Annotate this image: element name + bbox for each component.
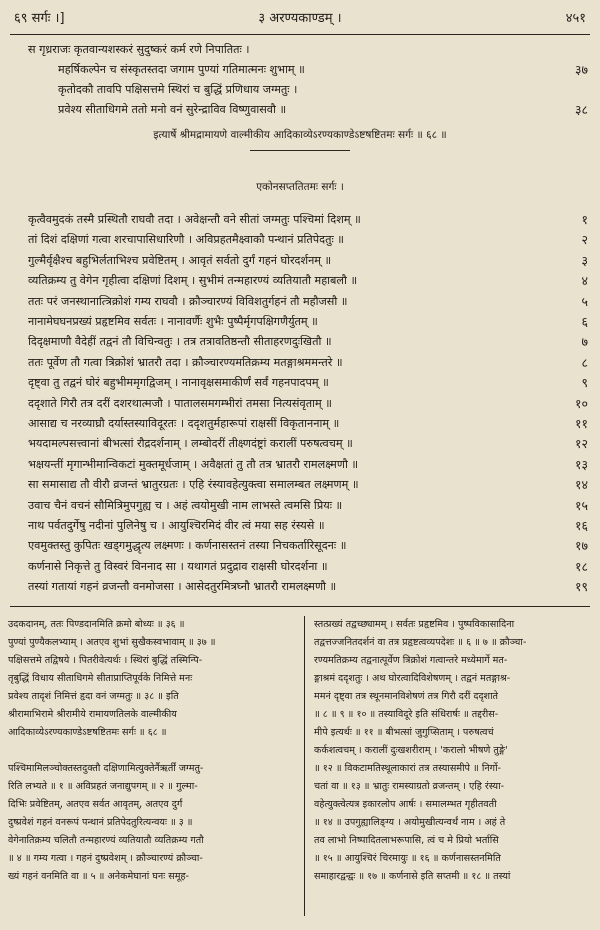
commentary-column-left	[8, 616, 284, 886]
verse-number: ६	[581, 314, 588, 329]
sarga-title: एकोनसप्ततितमः सर्गः ।	[256, 181, 344, 193]
commentary-line: तृबुद्धिं विधाय सीताधिगमे सीताप्राप्तिपूर्वके निमित्ते मनः	[8, 673, 193, 684]
verse-line: तस्यां गतायां गहनं व्रजन्तौ वनमोजसा । आसेदतुरमित्रघ्नौ भ्रातरौ रामलक्ष्मणौ ॥	[28, 580, 337, 594]
commentary-line: तद्वत्तज्जनितदर्शनं वा तत्र प्रहृष्टत्वव्यपदेशः ॥ ६ ॥ ७ ॥ क्रौञ्चा-	[314, 637, 527, 648]
page-number: ४५१	[565, 11, 586, 26]
commentary-line: दुष्प्रवेशं गहनं वनरूपं पन्थानं प्रतिपेदतुरित्यन्वयः ॥ ३ ॥	[8, 817, 193, 828]
verse-line: ततः पूर्वेण तौ गत्वा त्रिक्रोशं भ्रातरौ तदा । क्रौञ्चारण्यमतिक्रम्य मतङ्गाश्रममन्तरे ॥	[28, 355, 343, 369]
commentary-line: रण्यमतिक्रम्य तद्वनात्पूर्वेण त्रिक्रोशं गत्वान्तरे मध्येमार्गे मत-	[314, 655, 508, 666]
verse-line: कृत्वैवमुदकं तस्मै प्रस्थितौ राघवौ तदा । अवेक्षन्तौ वने सीतां जग्मतुः पश्चिमां दिशम् ॥	[28, 213, 361, 226]
verse-line: गुल्मैर्वृक्षैश्च बहुभिर्लताभिश्च प्रवेष्टितम् । आवृतं सर्वतो दुर्गं गहनं घोरदर्शनम् ॥	[28, 253, 332, 267]
verse-number: ३७	[574, 62, 588, 77]
commentary-line: आदिकाव्येऽरण्यकाण्डेऽष्टषष्टितमः सर्गः ॥ ६८ ॥	[8, 727, 167, 738]
colophon-rule	[250, 150, 350, 151]
verse-number: १४	[574, 477, 588, 493]
verse-number: १२	[574, 436, 588, 452]
commentary-line: रिति लभ्यते ॥ १ ॥ अविप्रहतं जनाद्युपगम् ॥ २ ॥ गुल्मा-	[8, 781, 198, 792]
commentary-column-right	[314, 616, 590, 886]
verse-line: व्यतिक्रम्य तु वेगेन गृहीत्वा दक्षिणां दिशम् । सुभीमं तन्महारण्यं व्यतियातौ महाबलौ ॥	[28, 274, 358, 288]
verse-line: भक्षयन्तीं मृगान्भीमान्विकटां मुक्तमूर्धजाम् । अवैक्षतां तु तौ तत्र भ्रातरौ रामलक्ष्मणौ ॥	[28, 457, 359, 471]
verse-line: महर्षिकल्पेन च संस्कृतस्तदा जगाम पुण्यां गतिमात्मनः शुभाम् ॥	[58, 63, 305, 76]
commentary-line: ॥ ४ ॥ गम्य गत्वा । गहनं दुष्प्रवेशम् । क्रौञ्चारण्यं क्रौञ्चा-	[8, 853, 203, 864]
commentary-line: मीपे इत्यर्थः ॥ ११ ॥ बीभत्सां जुगुप्सिताम् । परुषत्वचं	[314, 727, 494, 738]
commentary-line: प्रवेश्य तादृशं निमित्तं हृदा वनं जग्मतुः ॥ ३८ ॥ इति	[8, 691, 179, 702]
commentary-rule	[10, 606, 590, 607]
verse-line: भयदामल्पसत्त्वानां बीभत्सां रौद्रदर्शनाम् । लम्बोदरीं तीक्ष्णदंष्ट्रां करालीं परुषत्वचम् ॥	[28, 437, 353, 451]
commentary-line: चतां वा ॥ १३ ॥ भ्रातुः रामस्याग्रतो व्रजन्तम् । एहि रंस्या-	[314, 781, 505, 792]
verse-line: दृष्ट्वा तु तद्वनं घोरं बहुभीममृगद्विजम् । नानावृक्षसमाकीर्णं सर्वं गहनपादपम् ॥	[28, 376, 329, 390]
header-book-title: ३ अरण्यकाण्डम् ।	[258, 11, 342, 26]
verse-number: ९	[581, 375, 588, 391]
commentary-line: वहेत्युक्त्वेत्यत्र इकारलोप आर्षः । समालम्भत गृहीतवती	[314, 799, 497, 810]
verse-number: ८	[581, 354, 588, 370]
header-chapter-ref: ६९ सर्गः ।]	[14, 11, 65, 26]
verse-line: तां दिशं दक्षिणां गत्वा शरचापासिधारिणौ । अविप्रहतमैक्ष्वाकौ पन्थानं प्रतिपेदतुः ॥	[28, 233, 345, 247]
verse-number: १५	[574, 497, 588, 513]
verse-line: ददृशाते गिरौ तत्र दरीं दशरथात्मजौ । पातालसमगम्भीरां तमसा नित्यसंवृताम् ॥	[28, 396, 332, 410]
verse-line: ततः परं जनस्थानात्त्रिक्रोशं गम्य राघवौ । क्रौञ्चारण्यं विविशतुर्गहनं तौ महौजसौ ॥	[28, 294, 348, 308]
running-header	[14, 8, 586, 30]
verse-number: १६	[574, 518, 588, 533]
commentary-line: समाहारद्वन्द्वः ॥ १७ ॥ कर्णनासे इति सप्तमी ॥ १८ ॥ तस्यां	[314, 871, 511, 882]
header-rule	[10, 34, 590, 35]
commentary-line: ॥ १२ ॥ विकटामतिस्थूलाकारां तत्र तस्यासमीपे ॥ निर्गो-	[314, 763, 502, 774]
verse-line: आसाद्य च नरव्याघ्रौ दर्यास्तस्याविदूरतः । ददृशतुर्महारूपां राक्षसीं विकृताननाम् ॥	[28, 417, 340, 430]
commentary-line: कर्कशत्वचम् । करालीं दुःखशरीराम् । 'करालो भीषणे तुङ्गे'	[314, 745, 508, 756]
verse-number: ७	[581, 334, 588, 350]
verse-number: १९	[574, 579, 588, 595]
commentary-line: तव लाभो निष्पादितलाभरूपासि, त्वं च मे प्रियो भर्तासि	[314, 835, 499, 846]
sarga-colophon: इत्यार्षे श्रीमद्रामायणे वाल्मीकीय आदिकाव्येऽरण्यकाण्डेऽष्टषष्टितमः सर्गः ॥ ६८ ॥	[153, 129, 447, 141]
verse-number: ३८	[574, 102, 588, 117]
verse-line: सा समासाद्य तौ वीरौ व्रजन्तं भ्रातुरग्रतः । एहि रंस्यावहेत्युक्त्वा समालम्बत लक्ष्मणम् ॥	[28, 478, 359, 492]
verse-line: कृतोदकौ तावपि पक्षिसत्तमे स्थिरां च बुद्धिं प्रणिधाय जग्मतुः ।	[58, 83, 298, 96]
verse-number: ४	[581, 273, 588, 289]
verse-line: स गृध्रराजः कृतवान्यशस्करं सुदुष्करं कर्म रणे निपातितः ।	[28, 43, 250, 56]
commentary-line: पश्चिमामिलञ्चोक्तस्तदुक्तौ दक्षिणामित्युक्तेर्नैऋर्तीं जग्मतु-	[8, 763, 204, 774]
commentary-line: स्तत्प्रख्यं तद्वच्छ्यामम् । सर्वतः प्रहृष्टमिव । पुष्पविकासादिना	[314, 619, 515, 630]
verse-number: १८	[574, 558, 588, 574]
verse-line: नाथ पर्वतदुर्गेषु नदीनां पुलिनेषु च । आयुश्चिरमिदं वीर त्वं मया सह रंस्यसे ॥	[28, 519, 325, 532]
verse-number: १७	[574, 538, 588, 554]
verse-line: उवाच चैनं वचनं सौमित्रिमुपगुह्य च । अहं त्वयोमुखी नाम लाभस्ते त्वमसि प्रियः ॥	[28, 498, 343, 512]
commentary-line: उदकदानम्, ततः पिण्डदानमिति क्रमो बोध्यः ॥ ३६ ॥	[8, 619, 185, 630]
commentary-line: ममनं दृष्ट्वा तत्र स्थूनमानविशेषणं तत्र गिरौ दरीं ददृशाते	[314, 691, 499, 702]
commentary-line: वेगेनातिक्रम्य चलितौ तन्महारण्यं व्यतियातौ व्यतिक्रम्य गतौ	[8, 835, 204, 846]
commentary-line: ख्यं गहनं वनमिति वा ॥ ५ ॥ अनेकमेघानां घनः समूह-	[8, 871, 190, 882]
commentary-line: ॥ १४ ॥ उपगुह्यालिङ्ग्य । अयोमुखीत्यन्वर्थं नाम । अहं ते	[314, 817, 506, 828]
commentary-line: दिभिः प्रवेष्टितम्, अतएव सर्वत आवृतम्, अतएव दुर्गं	[8, 799, 183, 810]
commentary-line: ॥ १५ ॥ आयुश्चिरं चिरमायुः ॥ १६ ॥ कर्णनासस्तनमिति	[314, 853, 501, 864]
verse-number: १३	[574, 456, 588, 472]
commentary-line: ङ्गाश्रमं ददृशतुः । अथ घोरत्वादिविशेषणम् । तद्वनं मतङ्गाश्र-	[314, 673, 511, 684]
verse-number: ३	[581, 252, 588, 268]
commentary-line	[8, 742, 284, 760]
verse-number: २	[581, 232, 588, 248]
verse-number: ११	[574, 416, 588, 431]
verse-number: १०	[574, 395, 588, 411]
commentary-line: ॥ ८ ॥ ९ ॥ १० ॥ तस्याविदूरे इति संधिरार्षः ॥ तद्दरीस-	[314, 709, 499, 720]
column-divider	[304, 616, 305, 916]
commentary-line: पक्षिसत्तमे तद्विषये । पितरीवेत्यर्थः । स्थिरां बुद्धिं तस्मिन्पि-	[8, 655, 203, 666]
commentary-line: पुण्यां पुण्यैकलभ्याम् । अतएव शुभां सुखैकस्वभावाम् ॥ ३७ ॥	[8, 637, 216, 648]
commentary-line: श्रीरामाभिरामे श्रीरामीये रामायणतिलके वाल्मीकीय	[8, 709, 177, 720]
verse-number: १	[581, 212, 588, 227]
verse-line: दिदृक्षमाणौ वैदेहीं तद्वनं तौ विचिन्वतुः । तत्र तत्रावतिष्ठन्तौ सीताहरणदुःखितौ ॥	[28, 335, 332, 349]
verse-line: प्रवेश्य सीताधिगमे ततो मनो वनं सुरेन्द्राविव विष्णुवासवौ ॥	[58, 103, 287, 116]
verse-line: नानामेघघनप्रख्यं प्रहृष्टमिव सर्वतः । नानावर्णैः शुभैः पुष्पैर्मृगपक्षिगणैर्युतम् ॥	[28, 315, 318, 328]
verse-line: एवमुक्तस्तु कुपितः खड्गमुद्धृत्य लक्ष्मणः । कर्णनासस्तनं तस्या निचकर्तारिसूदनः ॥	[28, 539, 347, 553]
verse-line: कर्णनासे निकृत्ते तु विस्वरं विननाद सा । यथागतं प्रदुद्राव राक्षसी घोरदर्शना ॥	[28, 559, 328, 573]
verse-number: ५	[581, 293, 588, 309]
